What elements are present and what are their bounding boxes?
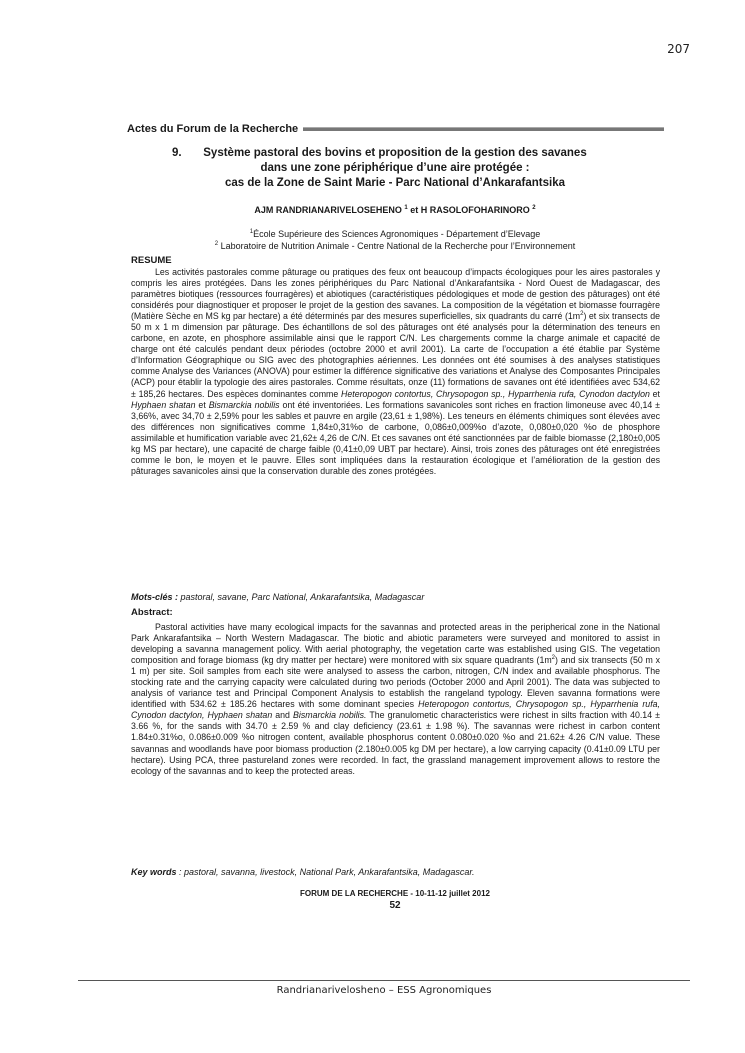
resume-sup: 2: [580, 311, 584, 318]
mots-cles-label: Mots-clés :: [131, 592, 179, 602]
key-words-label: Key words: [131, 867, 177, 877]
bottom-footer-text: Randrianarivelosheno – ESS Agronomiques: [276, 985, 492, 996]
resume-text-2: ) et six transects de 50 m x 1 m dimension par pâturage. Des échantillons de sol des pâturages ont été analysés pour la détermination des teneurs en carbone, en azote, en phosphore assimilable ainsi que le rapport C/N. Les chargements comme la charge animale et capacité de charge ont été calculés pendant deux périodes (octobre 2000 et avril 2001). La carte de l’occupation a été établie par Système d’Information Géographique ou SIG avec des photographies aériennes. Les données ont été soumises à des analyses statistiques comme Analyse des Variances (ANOVA) pour estimer la différence significative des variations et Analyse des Composantes Principales (ACP) pour établir la typologie des aires pastorales. Comme résultats, onze (11) formations de savanes ont été identifiées avec 534,62 ± 185,26 hectares. Des espèces dominantes comme: [131, 311, 660, 399]
proceedings-header: [127, 121, 664, 137]
key-words-text: : pastoral, savanna, livestock, National Park, Ankarafantsika, Madagascar.: [176, 867, 475, 877]
title-line-3: cas de la Zone de Saint Marie - Parc National d’Ankarafantsika: [224, 177, 565, 189]
bottom-rule: [78, 980, 690, 981]
author-1-sup: 1: [404, 205, 408, 211]
abstract-and-1: and: [272, 710, 294, 721]
mots-cles-text: pastoral, savane, Parc National, Ankarafantsika, Madagascar: [178, 592, 425, 602]
abstract-text-3: The granulometic characteristics were richest in silts fraction with 40.14 ± 3.66 %, for the sands with 34.70 ± 2.59 % and clay deficiency (23.61 ± 1.98 %). The savannas were richest in carbon content 1.84±0.31%o, 0.086±0.009 %o nitrogen content, available phosphorus content 0.080±0.020 %o and 21.62± 4.26 C/N value. These savannas and woodlands have poor biomass production (2.180±0.005 kg DM per hectare), a low carrying capacity (0.41±0.09 LTU per hectare). Using PCA, three pastureland zones were recorded. In fact, the grassland management improvement allows to restore the ecology of the savannas and to keep the protected areas.: [131, 710, 660, 776]
mots-cles: [131, 592, 660, 602]
abstract-paragraph: [131, 622, 660, 777]
abstract-species-2: Bismarckia nobilis.: [293, 710, 367, 721]
author-1: AJM RANDRIANARIVELOSEHENO: [254, 205, 402, 215]
affiliation-2-sup: 2: [214, 241, 219, 247]
authors: [130, 205, 660, 215]
resume-paragraph: [131, 267, 660, 477]
forum-footer: FORUM DE LA RECHERCHE - 10-11-12 juillet 2012: [300, 889, 490, 898]
affiliation-2: [130, 238, 660, 252]
header-rule: [303, 127, 664, 131]
author-2: H RASOLOFOHARINORO: [420, 205, 530, 215]
author-separator: et: [407, 205, 421, 215]
resume-species-1: Heteropogon contortus, Chrysopogon sp., Hyparrhenia rufa, Cynodon dactylon: [341, 388, 650, 399]
abstract-heading: Abstract:: [131, 607, 173, 618]
resume-species-3: Bismarckia nobilis: [208, 399, 280, 410]
title-line-1: Système pastoral des bovins et proposition de la gestion des savanes: [203, 147, 587, 159]
proceedings-title: Actes du Forum de la Recherche: [127, 123, 299, 135]
forum-page-number: 52: [389, 900, 401, 911]
affiliation-2-text: Laboratoire de Nutrition Animale - Centre National de la Recherche pour l’Environnement: [220, 241, 576, 251]
title-line-2: dans une zone périphérique d’une aire protégée :: [260, 162, 530, 174]
key-words: [131, 867, 660, 877]
article-number: 9.: [172, 147, 182, 159]
abstract-species-1: Heteropogon contortus, Chrysopogon sp., Hyparrhenia rufa, Cynodon dactylon, Hyphaen shatan: [131, 699, 660, 721]
author-2-sup: 2: [532, 205, 536, 211]
resume-and-2: et: [195, 399, 209, 410]
abstract-text-1: Pastoral activities have many ecological impacts for the savannas and protected areas in the peripherical zone in the National Park Ankarafantsika – North Western Madagascar. The biotic and abiotic parameters were surveyed and monitored to assist in developing a savanna management policy. With aerial photography, the vegetation carte was established using GIS. The vegetation composition and forage biomass (kg dry matter per hectare) were monitored with six square quadrants (1m: [131, 622, 660, 666]
affiliation-1-sup: 1: [249, 229, 254, 235]
resume-text-1: Les activités pastorales comme pâturage ou pratiques des feux ont beaucoup d’impacts écologiques pour les aires pastorales y compris les aires protégées. Dans les zones périphériques du Parc National d’Ankarafantsika - Nord Ouest de Madagascar, des paramètres biotiques (ressources fourragères) et abiotiques (caractéristiques pédologiques et mode de gestion des pâturages) ont été considérés pour diagnostiquer et proposer le projet de la gestion des savanes. La composition de la végétation et biomasse fourragère (Matière Sèche en MS kg par hectare) a été déterminés par des mesures superficielles, six quadrants du carré (1m: [131, 267, 660, 322]
resume-species-2: Hyphaen shatan: [131, 399, 196, 410]
resume-heading: RESUME: [131, 255, 172, 266]
page-number: 207: [667, 42, 690, 56]
abstract-text-2: ) and six transects (50 m x 1 m) per site. Soil samples from each site were analysed to assess the carbon, nitrogen, C/N index and available phosphorus. The stocking rate and the carrying capacity were calculated during two periods (October 2000 and April 2001). The data was subjected to analysis of variance test and Principal Component Analysis to establish the rangeland typology. Eleven savanna formations were identified with 534.62 ± 185.26 hectares with some dominant species: [131, 655, 660, 710]
abstract-sup: 2: [551, 655, 556, 662]
affiliation-1-text: École Supérieure des Sciences Agronomiques - Département d’Elevage: [253, 229, 541, 239]
article-title: [160, 146, 630, 191]
resume-and-1: et: [649, 388, 660, 399]
resume-text-3: ont été inventoriées. Les formations savanicoles sont riches en fraction limoneuse avec 40,14 ± 3,66%, avec 34,70 ± 2,59% pour les sables et pauvre en argile (23,61 ± 1,98%). Les teneurs en éléments chimiques sont élevées avec des différences non significatives comme 1,84±0,31%o de carbone, 0,086±0,009%o d’azote, 0,080±0,020 %o de phosphore assimilable et humification variable avec 21,62± 4,26 de C/N. Et ces savanes ont été sanctionnées par de faible biomasse (2,180±0,005 kg MS par hectare), une capacité de charge faible (0,41±0,09 UBT par hectare). Ainsi, trois zones des pâturages ont été enregistrées comme le bon, le moyen et le pauvre. Elles sont impliquées dans la restauration écologique et l’amélioration de la gestion des pâturages savanicoles ainsi que la conservation durable des zones protégées.: [131, 399, 660, 476]
